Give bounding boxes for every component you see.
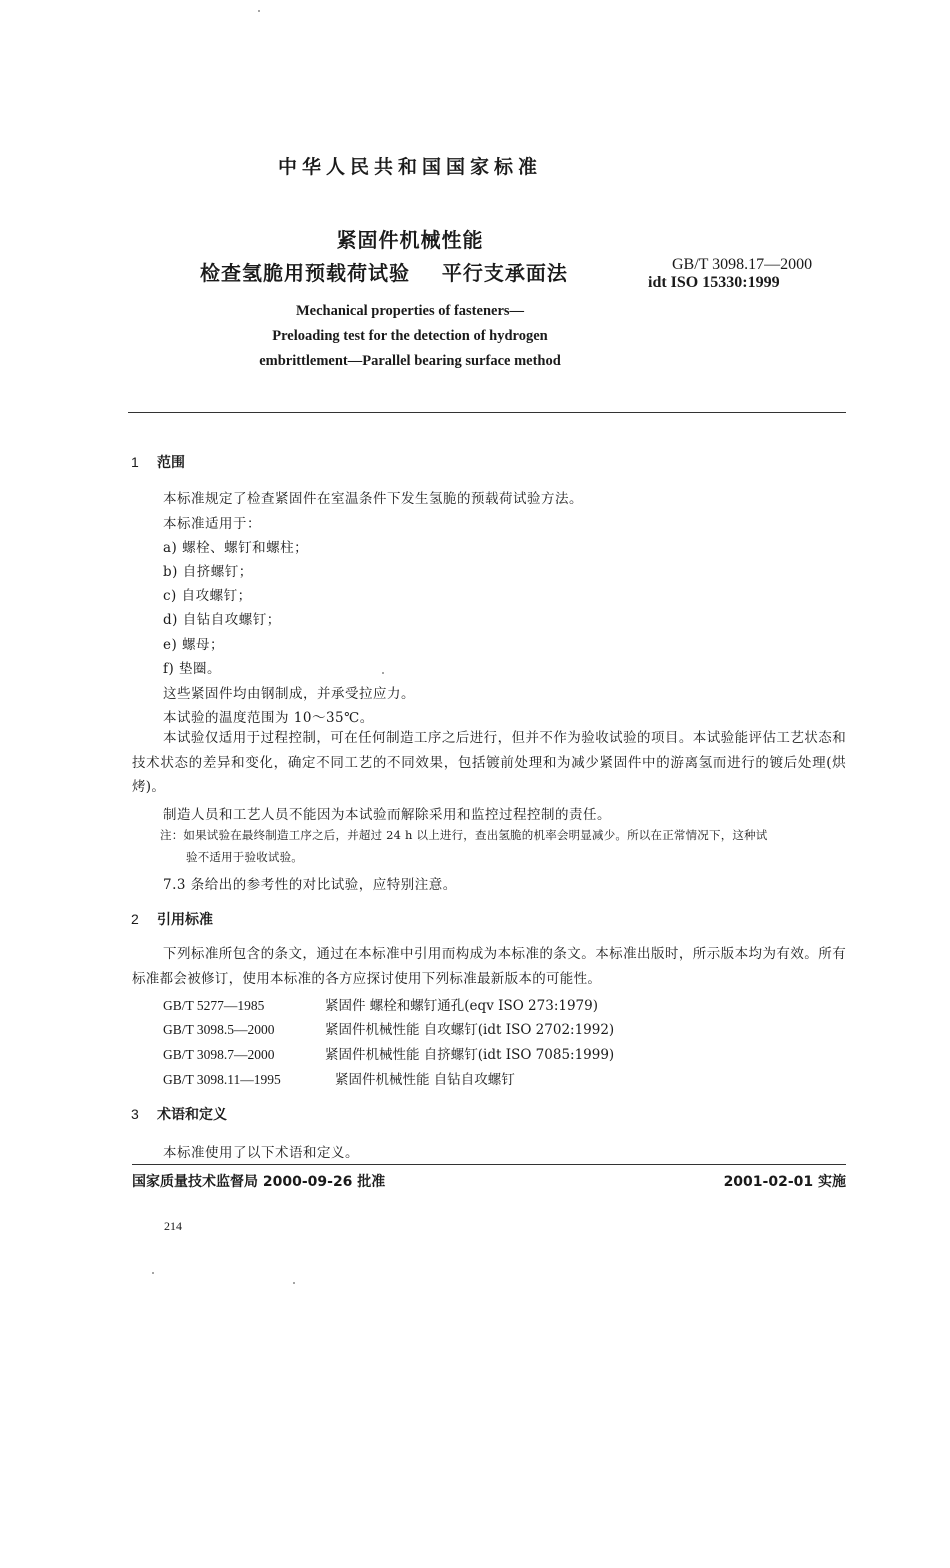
reference-code: GB/T 5277—1985 xyxy=(163,998,265,1013)
reference-row xyxy=(163,1068,515,1088)
material-paragraph: 这些紧固件均由钢制成，并承受拉应力。 xyxy=(163,686,415,702)
reference-title: 紧固件机械性能 自挤螺钉(idt ISO 7085:1999) xyxy=(325,1047,615,1063)
list-item: f) 垫圈。 xyxy=(163,661,222,677)
reference-title: 紧固件 螺栓和螺钉通孔(eqv ISO 273:1979) xyxy=(325,998,598,1014)
reference-title: 紧固件机械性能 自钻自攻螺钉 xyxy=(335,1072,515,1088)
normative-references-paragraph: 下列标准所包含的条文，通过在本标准中引用而构成为本标准的条文。本标准出版时，所示版本均为有效。所有标准都会被修订，使用本标准的各方应探讨使用下列标准最新版本的可能性。 xyxy=(132,946,846,987)
scan-speck xyxy=(293,1282,295,1284)
section-title: 引用标准 xyxy=(157,912,213,928)
section-title: 术语和定义 xyxy=(157,1107,227,1123)
section-title: 范围 xyxy=(157,455,185,471)
footer-divider xyxy=(132,1164,846,1165)
section-3-heading xyxy=(131,1104,227,1124)
footer xyxy=(132,1171,846,1191)
reference-code: GB/T 3098.7—2000 xyxy=(163,1047,275,1062)
comparison-test-paragraph: 7.3 条给出的参考性的对比试验，应特别注意。 xyxy=(163,877,457,893)
note-line-1: 注：如果试验在最终制造工序之后，并超过 24 h 以上进行，查出氢脆的机率会明显减少。所以在正常情况下，这种试 xyxy=(160,828,768,842)
approval-date: 国家质量技术监督局 2000-09-26 批准 xyxy=(132,1174,386,1190)
title-en-line-3: embrittlement—Parallel bearing surface method xyxy=(259,353,561,369)
reference-code: GB/T 3098.5—2000 xyxy=(163,1022,275,1037)
scope-paragraph: 本标准规定了检查紧固件在室温条件下发生氢脆的预载荷试验方法。 xyxy=(163,491,583,507)
list-item: b) 自挤螺钉； xyxy=(163,564,253,580)
reference-code: GB/T 3098.11—1995 xyxy=(163,1072,281,1087)
section-1-heading xyxy=(131,452,185,472)
title-cn-line-1: 紧固件机械性能 xyxy=(336,228,484,252)
list-item: d) 自钻自攻螺钉； xyxy=(163,612,281,628)
reference-row xyxy=(163,1018,614,1038)
title-en-line-2: Preloading test for the detection of hydrogen xyxy=(272,328,548,344)
implementation-date: 2001-02-01 实施 xyxy=(723,1174,846,1190)
header-divider xyxy=(128,412,846,413)
scan-speck xyxy=(258,10,260,12)
section-2-heading xyxy=(131,909,213,929)
note-block xyxy=(160,824,846,868)
standard-number: GB/T 3098.17—2000 xyxy=(672,256,813,273)
applicability-intro: 本标准适用于： xyxy=(163,516,261,532)
title-cn-line-2: 检查氢脆用预载荷试验 平行支承面法 xyxy=(200,261,568,285)
list-item: e) 螺母； xyxy=(163,637,225,653)
reference-title: 紧固件机械性能 自攻螺钉(idt ISO 2702:1992) xyxy=(325,1022,615,1038)
list-item: a) 螺栓、螺钉和螺柱； xyxy=(163,540,309,556)
title-en-line-1: Mechanical properties of fasteners— xyxy=(295,303,525,319)
section-number: 2 xyxy=(131,911,139,927)
section-number: 1 xyxy=(131,454,139,470)
temperature-paragraph: 本试验的温度范围为 10～35℃。 xyxy=(163,710,374,726)
reference-row xyxy=(163,1043,614,1063)
list-item: c) 自攻螺钉； xyxy=(163,588,252,604)
scan-speck xyxy=(382,672,384,674)
page-number: 214 xyxy=(164,1219,182,1233)
section-number: 3 xyxy=(131,1106,139,1122)
national-standard-header: 中华人民共和国国家标准 xyxy=(277,156,542,178)
process-control-paragraph: 本试验仅适用于过程控制，可在任何制造工序之后进行，但并不作为验收试验的项目。本试验能评估工艺状态和技术状态的差异和变化，确定不同工艺的不同效果，包括镀前处理和为减少紧固件中的游离氢而进行的镀后处理(烘烤)。 xyxy=(132,730,846,795)
scan-speck xyxy=(152,1272,154,1274)
standard-number-block xyxy=(648,256,812,292)
terms-paragraph: 本标准使用了以下术语和定义。 xyxy=(163,1145,359,1161)
reference-row xyxy=(163,994,598,1014)
idt-reference: idt ISO 15330:1999 xyxy=(648,274,780,291)
note-line-2: 验不适用于验收试验。 xyxy=(186,850,303,864)
responsibility-paragraph: 制造人员和工艺人员不能因为本试验而解除采用和监控过程控制的责任。 xyxy=(163,807,611,823)
